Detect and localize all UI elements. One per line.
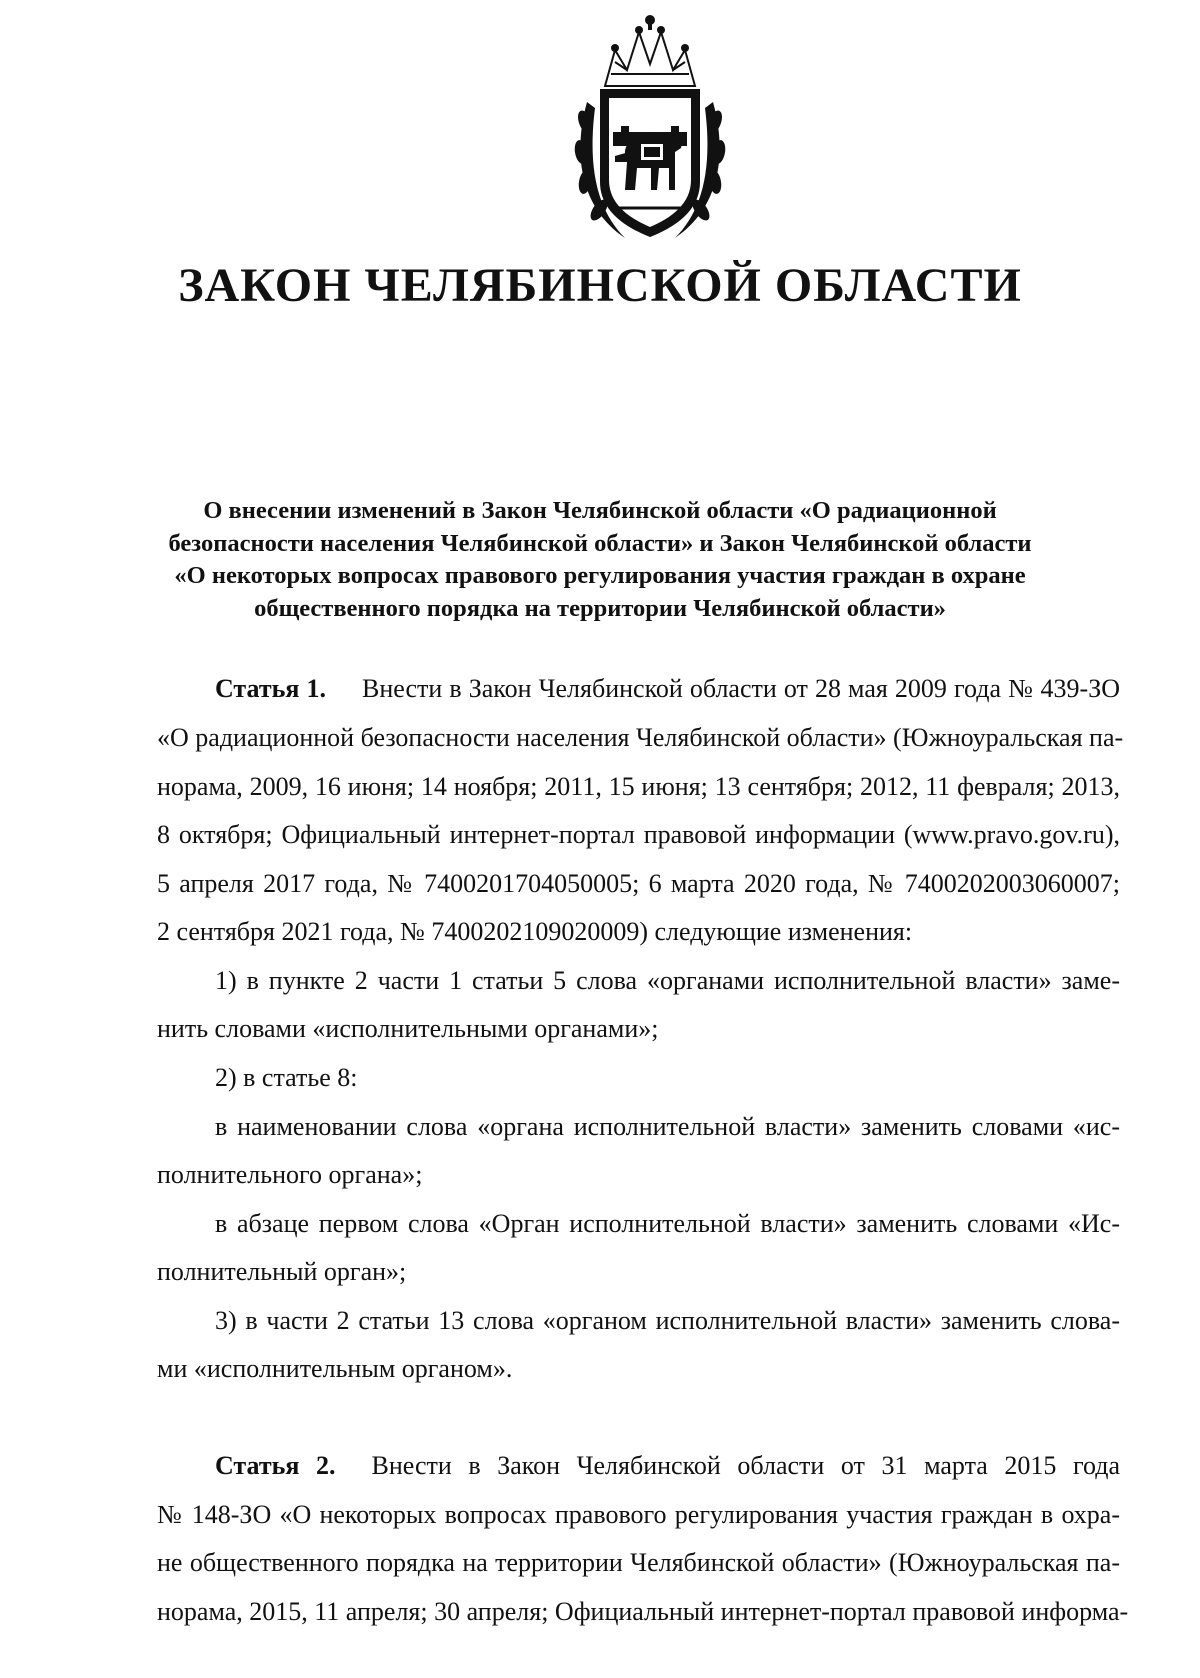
subject-line: О внесении изменений в Закон Челябинской области «О радиационной [203, 497, 997, 524]
subject-line: безопасности населения Челябинской области» и Закон Челябинской области [168, 529, 1032, 557]
document-title: ЗАКОН ЧЕЛЯБИНСКОЙ ОБЛАСТИ [178, 259, 1022, 312]
paragraph-line: № 148-ЗО «О некоторых вопросах правового регулирования участия граждан в охра- [157, 1500, 1120, 1529]
paragraph-line: нить словами «исполнительными органами»; [157, 1014, 659, 1043]
article-2-first-line [157, 1449, 1120, 1483]
paragraph-line: 3) в части 2 статьи 13 слова «органом исполнительной власти» заменить слова- [215, 1306, 1120, 1335]
paragraph-line: норама, 2015, 11 апреля; 30 апреля; Официальный интернет-портал правовой информа- [157, 1597, 1129, 1626]
article-1-text: Внести в Закон Челябинской области от 28 мая 2009 года № 439-ЗО [362, 674, 1121, 703]
paragraph-line: «О радиационной безопасности населения Челябинской области» (Южноуральская па- [157, 723, 1124, 752]
coat-of-arms-icon [565, 12, 735, 248]
article-1-label: Статья 1. [215, 674, 327, 703]
article-1-first-line [157, 672, 1120, 706]
paragraph-line: не общественного порядка на территории Челябинской области» (Южноуральская па- [157, 1548, 1120, 1577]
paragraph-line: полнительный орган»; [157, 1257, 407, 1286]
paragraph-line: 2) в статье 8: [215, 1063, 358, 1092]
paragraph-line: в абзаце первом слова «Орган исполнительной власти» заменить словами «Ис- [215, 1209, 1120, 1238]
paragraph-line: ми «исполнительным органом». [157, 1354, 513, 1383]
paragraph-line: 5 апреля 2017 года, № 7400201704050005; 6 марта 2020 года, № 7400202003060007; [157, 869, 1120, 898]
paragraph-line: 8 октября; Официальный интернет-портал правовой информации (www.pravo.gov.ru), [157, 820, 1120, 849]
subject-line: общественного порядка на территории Челябинской области» [254, 594, 946, 622]
paragraph-line: 2 сентября 2021 года, № 7400202109020009) следующие изменения: [157, 917, 913, 946]
article-2-label: Статья 2. [215, 1451, 336, 1480]
document-subject [140, 495, 1060, 625]
subject-line: «О некоторых вопросах правового регулирования участия граждан в охране [174, 562, 1026, 589]
paragraph-line: норама, 2009, 16 июня; 14 ноября; 2011, 15 июня; 13 сентября; 2012, 11 февраля; 2013, [157, 772, 1120, 801]
article-2-text: Внести в Закон Челябинской области от 31 марта 2015 года [371, 1451, 1120, 1480]
paragraph-line: в наименовании слова «органа исполнительной власти» заменить словами «ис- [215, 1112, 1120, 1141]
paragraph-line: полнительного органа»; [157, 1160, 423, 1189]
paragraph-line: 1) в пункте 2 части 1 статьи 5 слова «органами исполнительной власти» заме- [215, 966, 1120, 995]
